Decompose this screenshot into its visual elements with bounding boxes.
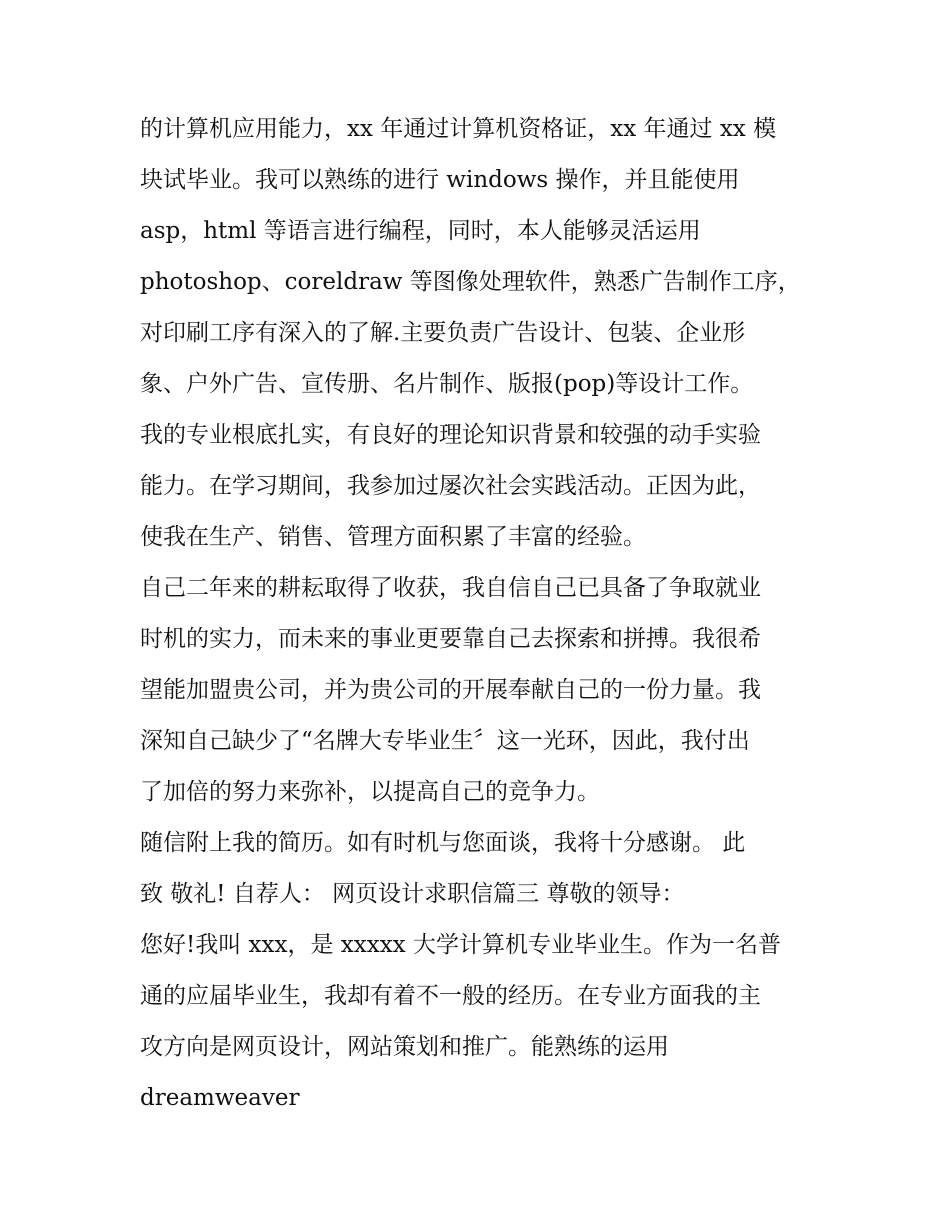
text-line: photoshop、coreldraw 等图像处理软件，熟悉广告制作工序， <box>140 269 801 295</box>
text-line: 使我在生产、销售、管理方面积累了丰富的经验。 <box>140 524 646 550</box>
text-line: 深知自己缺少了“名牌大专毕业生〞这一光环，因此，我付出 <box>140 728 750 754</box>
text-line: 能力。在学习期间，我参加过屡次社会实践活动。正因为此， <box>140 473 761 499</box>
text-line: dreamweaver <box>140 1085 300 1111</box>
text-line: 块试毕业。我可以熟练的进行 windows 操作，并且能使用 <box>140 167 740 193</box>
body-text <box>140 104 820 1124</box>
text-line: 象、户外广告、宣传册、名片制作、版报(pop)等设计工作。 <box>140 371 754 397</box>
text-line: 对印刷工序有深入的了解.主要负责广告设计、包装、企业形 <box>140 320 746 346</box>
text-line: asp，html 等语言进行编程，同时，本人能够灵活运用 <box>140 218 701 244</box>
text-line: 攻方向是网页设计，网站策划和推广。能熟练的运用 <box>140 1034 669 1060</box>
text-line: 的计算机应用能力，xx 年通过计算机资格证，xx 年通过 xx 模 <box>140 116 777 142</box>
text-line: 致 敬礼! 自荐人： 网页设计求职信篇三 尊敬的领导： <box>140 881 685 907</box>
text-line: 望能加盟贵公司，并为贵公司的开展奉献自己的一份力量。我 <box>140 677 761 703</box>
text-line: 您好!我叫 xxx，是 xxxxx 大学计算机专业毕业生。作为一名普 <box>140 932 781 958</box>
text-line: 自己二年来的耕耘取得了收获，我自信自己已具备了争取就业 <box>140 575 761 601</box>
text-line: 随信附上我的简历。如有时机与您面谈，我将十分感谢。 此 <box>140 830 746 856</box>
text-line: 了加倍的努力来弥补，以提高自己的竞争力。 <box>140 779 600 805</box>
text-line: 我的专业根底扎实，有良好的理论知识背景和较强的动手实验 <box>140 422 761 448</box>
text-line: 时机的实力，而未来的事业更要靠自己去探索和拼搏。我很希 <box>140 626 761 652</box>
text-line: 通的应届毕业生，我却有着不一般的经历。在专业方面我的主 <box>140 983 761 1009</box>
